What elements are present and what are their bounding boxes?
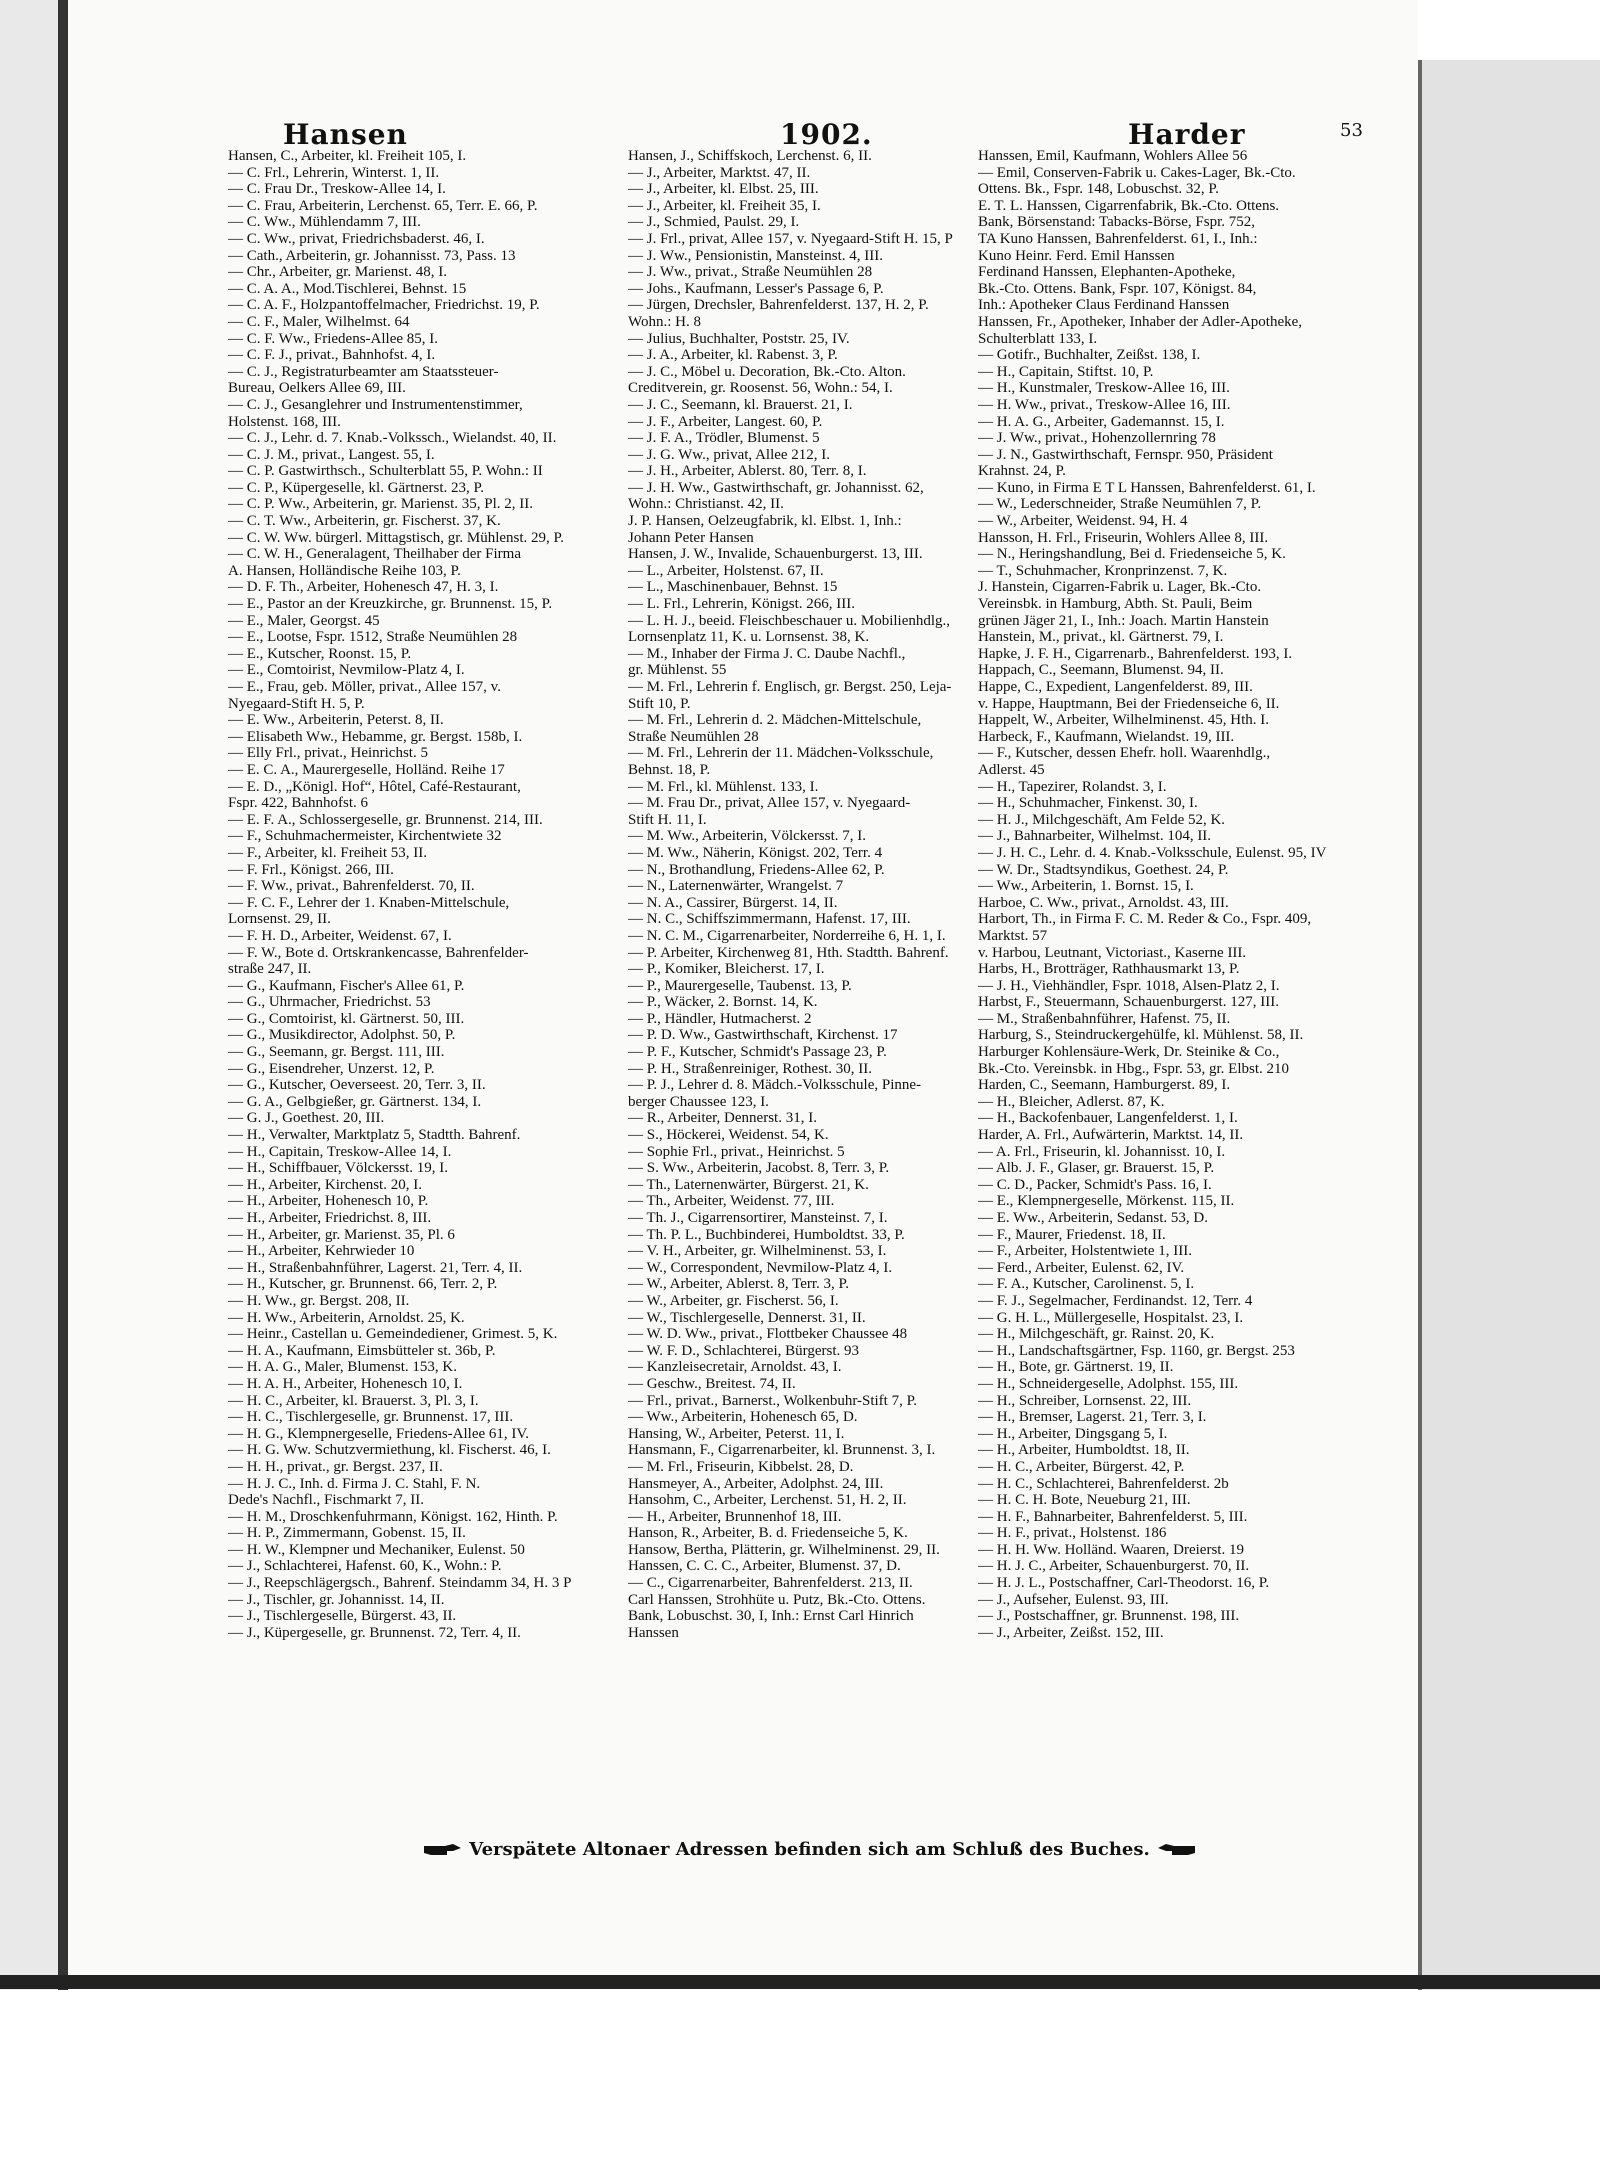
directory-entry: Behnst. 18, P. xyxy=(628,761,711,778)
directory-entry: — F., Schuhmachermeister, Kirchentwiete 32 xyxy=(228,828,502,845)
directory-entry: Fspr. 422, Bahnhofst. 6 xyxy=(228,795,369,812)
footer-text: Verspätete Altonaer Adressen befinden sich am Schluß des Buches. xyxy=(469,1839,1150,1860)
directory-entry: — H. Ww., privat., Treskow-Allee 16, III. xyxy=(978,396,1231,413)
directory-entry: — E., Lootse, Fspr. 1512, Straße Neumühlen 28 xyxy=(228,629,518,646)
directory-entry: Harden, C., Seemann, Hamburgerst. 89, I. xyxy=(978,1077,1231,1094)
directory-entry: — Sophie Frl., privat., Heinrichst. 5 xyxy=(628,1143,845,1160)
directory-entry: — W., Correspondent, Nevmilow-Platz 4, I. xyxy=(628,1259,893,1276)
directory-entry: — P. H., Straßenreiniger, Rothest. 30, II. xyxy=(628,1060,872,1077)
directory-entry: — H. A. G., Arbeiter, Gademannst. 15, I. xyxy=(978,413,1225,430)
directory-entry: — P. D. Ww., Gastwirthschaft, Kirchenst. 17 xyxy=(628,1027,898,1044)
directory-entry: — H., Milchgeschäft, gr. Rainst. 20, K. xyxy=(978,1326,1215,1343)
directory-entry: — C. D., Packer, Schmidt's Pass. 16, I. xyxy=(978,1176,1212,1193)
directory-entry: — H., Capitain, Treskow-Allee 14, I. xyxy=(228,1143,452,1160)
directory-entry: — W. D. Ww., privat., Flottbeker Chaussee 48 xyxy=(628,1326,908,1343)
directory-entry: — F., Maurer, Friedenst. 18, II. xyxy=(978,1226,1166,1243)
directory-entry: — Kuno, in Firma E T L Hanssen, Bahrenfelderst. 61, I. xyxy=(978,479,1316,496)
directory-entry: — H. C., Arbeiter, Bürgerst. 42, P. xyxy=(978,1458,1185,1475)
directory-entry: — H. C., Tischlergeselle, gr. Brunnenst. 17, III. xyxy=(228,1409,514,1426)
directory-entry: — Th. J., Cigarrensortirer, Mansteinst. 7, I. xyxy=(628,1210,888,1226)
directory-entry: — N., Brothandlung, Friedens-Allee 62, P. xyxy=(628,861,885,878)
directory-entry: — H. C., Schlachterei, Bahrenfelderst. 2b xyxy=(978,1475,1229,1492)
directory-entry: — C. A. A., Mod.Tischlerei, Behnst. 15 xyxy=(228,280,467,297)
scan-margin-right xyxy=(1420,60,1600,1990)
directory-entry: — H. G., Klempnergeselle, Friedens-Allee 61, IV. xyxy=(228,1425,530,1442)
directory-entry: — Emil, Conserven-Fabrik u. Cakes-Lager, Bk.-Cto. xyxy=(978,164,1296,181)
directory-entry: A. Hansen, Holländische Reihe 103, P. xyxy=(228,562,461,579)
directory-entry: — G., Musikdirector, Adolphst. 50, P. xyxy=(228,1027,456,1044)
directory-entry: — C. W. Ww. bürgerl. Mittagstisch, gr. Mühlenst. 29, P. xyxy=(228,529,564,546)
directory-entry: — Th. P. L., Buchbinderei, Humboldtst. 33, P. xyxy=(628,1226,905,1243)
directory-entry: — F. Frl., Königst. 266, III. xyxy=(228,861,394,878)
directory-entry: Bank, Börsenstand: Tabacks-Börse, Fspr. 752, xyxy=(978,214,1255,231)
directory-entry: — C. Frau Dr., Treskow-Allee 14, I. xyxy=(228,181,446,198)
directory-entry: Inh.: Apotheker Claus Ferdinand Hanssen xyxy=(978,297,1230,314)
directory-entry: — J., Küpergeselle, gr. Brunnenst. 72, Terr. 4, II. xyxy=(228,1624,521,1641)
directory-entry: — H., Bremser, Lagerst. 21, Terr. 3, I. xyxy=(978,1409,1207,1426)
column-left xyxy=(228,148,598,1641)
directory-entry: — H., Verwalter, Marktplatz 5, Stadtth. Bahrenf. xyxy=(228,1127,521,1144)
directory-entry: — J., Schlachterei, Hafenst. 60, K., Wohn.: P. xyxy=(228,1558,502,1575)
directory-entry: — J., Arbeiter, Marktst. 47, II. xyxy=(628,164,811,181)
running-head-right: Harder xyxy=(1128,118,1246,151)
directory-entry: Hansing, W., Arbeiter, Peterst. 11, I. xyxy=(628,1425,845,1442)
directory-entry: — S. Ww., Arbeiterin, Jacobst. 8, Terr. 3, P. xyxy=(628,1160,890,1177)
directory-entry: — N., Heringshandlung, Bei d. Friedenseiche 5, K. xyxy=(978,546,1286,563)
directory-entry: Lornsenst. 29, II. xyxy=(228,911,331,928)
running-head-year: 1902. xyxy=(780,118,873,151)
directory-entry: — Elisabeth Ww., Hebamme, gr. Bergst. 158b, I. xyxy=(228,728,523,745)
directory-entry: — F. C. F., Lehrer der 1. Knaben-Mittelschule, xyxy=(228,894,510,911)
directory-entry: Wohn.: H. 8 xyxy=(628,313,701,330)
directory-entry: — F. H. D., Arbeiter, Weidenst. 67, I. xyxy=(228,927,452,944)
directory-entry: — H., Schiffbauer, Völckersst. 19, I. xyxy=(228,1160,449,1177)
directory-entry: Johann Peter Hansen xyxy=(628,529,754,546)
directory-entry: — J. H., Arbeiter, Ablerst. 80, Terr. 8, I. xyxy=(628,463,867,480)
directory-entry: — J., Tischler, gr. Johannisst. 14, II. xyxy=(228,1591,445,1608)
directory-entry: Harbeck, F., Kaufmann, Wielandst. 19, III. xyxy=(978,728,1235,745)
directory-entry: — H., Backofenbauer, Langenfelderst. 1, I. xyxy=(978,1110,1238,1127)
directory-entry: — M. Frl., Lehrerin d. 2. Mädchen-Mittelschule, xyxy=(628,712,922,729)
column-right xyxy=(978,148,1358,1641)
directory-entry: — G. A., Gelbgießer, gr. Gärtnerst. 134, I. xyxy=(228,1093,482,1110)
directory-entry: — J., Arbeiter, kl. Freiheit 35, I. xyxy=(628,197,821,214)
directory-entry: — J. C., Seemann, kl. Brauerst. 21, I. xyxy=(628,396,853,413)
directory-entry: — H., Arbeiter, Kirchenst. 20, I. xyxy=(228,1176,422,1193)
directory-entry: — J. H. Ww., Gastwirthschaft, gr. Johannisst. 62, xyxy=(628,479,924,496)
directory-entry: — J., Arbeiter, Zeißst. 152, III. xyxy=(978,1624,1164,1641)
directory-entry: — Jürgen, Drechsler, Bahrenfelderst. 137, H. 2, P. xyxy=(628,297,929,314)
directory-entry: Dede's Nachfl., Fischmarkt 7, II. xyxy=(228,1492,424,1509)
directory-entry: — L. Frl., Lehrerin, Königst. 266, III. xyxy=(628,596,856,613)
page-number: 53 xyxy=(1340,120,1363,141)
directory-entry: — Kanzleisecretair, Arnoldst. 43, I. xyxy=(628,1359,842,1376)
directory-entry: — E., Klempnergeselle, Mörkenst. 115, II. xyxy=(978,1193,1235,1210)
directory-entry: — E., Frau, geb. Möller, privat., Allee 157, v. xyxy=(228,679,501,695)
scan-margin-left xyxy=(0,0,62,1990)
directory-entry: — J. F. A., Trödler, Blumenst. 5 xyxy=(628,430,820,447)
directory-entry: — J. Ww., privat., Hohenzollernring 78 xyxy=(978,430,1216,447)
column-middle xyxy=(628,148,998,1641)
directory-entry: — J., Arbeiter, kl. Elbst. 25, III. xyxy=(628,181,819,198)
directory-entry: Holstenst. 168, III. xyxy=(228,413,341,430)
directory-entry: — L. H. J., beeid. Fleischbeschauer u. Mobilienhdlg., xyxy=(628,612,951,629)
directory-entry: — S., Höckerei, Weidenst. 54, K. xyxy=(628,1127,829,1144)
directory-entry: — J. Frl., privat, Allee 157, v. Nyegaard-Stift H. 15, P xyxy=(628,230,953,247)
directory-entry: — C. J., Lehr. d. 7. Knab.-Volkssch., Wielandst. 40, II. xyxy=(228,430,557,447)
directory-entry: — N. C. M., Cigarrenarbeiter, Norderreihe 6, H. 1, I. xyxy=(628,927,946,944)
directory-entry: Straße Neumühlen 28 xyxy=(628,728,759,745)
directory-entry: — H., Arbeiter, Kehrwieder 10 xyxy=(228,1243,415,1260)
directory-entry: — Th., Laternenwärter, Bürgerst. 21, K. xyxy=(628,1176,869,1193)
directory-entry: Schulterblatt 133, I. xyxy=(978,330,1098,347)
directory-entry: — G., Kaufmann, Fischer's Allee 61, P. xyxy=(228,977,465,994)
directory-entry: — J., Reepschlägergsch., Bahrenf. Steindamm 34, H. 3 P xyxy=(228,1575,572,1592)
directory-entry: TA Kuno Hanssen, Bahrenfelderst. 61, I., Inh.: xyxy=(978,230,1258,247)
directory-entry: — E., Kutscher, Roonst. 15, P. xyxy=(228,645,412,662)
directory-entry: Hanssen, C. C. C., Arbeiter, Blumenst. 37, D. xyxy=(628,1558,901,1575)
directory-entry: Happach, C., Seemann, Blumenst. 94, II. xyxy=(978,662,1224,679)
directory-entry: — C. J., Registraturbeamter am Staatssteuer- xyxy=(228,363,499,380)
directory-entry: — H., Arbeiter, Hohenesch 10, P. xyxy=(228,1193,429,1210)
directory-entry: — E. Ww., Arbeiterin, Sedanst. 53, D. xyxy=(978,1210,1208,1226)
directory-entry: — E. C. A., Maurergeselle, Holländ. Reihe 17 xyxy=(228,761,505,778)
directory-entry: — Ferd., Arbeiter, Eulenst. 62, IV. xyxy=(978,1259,1185,1276)
directory-entry: grünen Jäger 21, I., Inh.: Joach. Martin Hanstein xyxy=(978,612,1269,629)
directory-entry: — P., Maurergeselle, Taubenst. 13, P. xyxy=(628,977,852,994)
directory-entry: — C. Frl., Lehrerin, Winterst. 1, II. xyxy=(228,164,440,181)
directory-entry: — G., Eisendreher, Unzerst. 12, P. xyxy=(228,1060,435,1077)
directory-entry: Bank, Lobuschst. 30, I, Inh.: Ernst Carl Hinrich xyxy=(628,1608,914,1625)
directory-entry: Hansohm, C., Arbeiter, Lerchenst. 51, H. 2, II. xyxy=(628,1492,907,1509)
directory-entry: Harder, A. Frl., Aufwärterin, Marktst. 14, II. xyxy=(978,1127,1244,1144)
directory-entry: Bk.-Cto. Vereinsbk. in Hbg., Fspr. 53, gr. Elbst. 210 xyxy=(978,1060,1289,1077)
directory-entry: — F., Arbeiter, kl. Freiheit 53, II. xyxy=(228,844,427,861)
directory-entry: — C. J. M., privat., Langest. 55, I. xyxy=(228,446,435,463)
directory-entry: — C. F. Ww., Friedens-Allee 85, I. xyxy=(228,330,439,347)
directory-entry: Krahnst. 24, P. xyxy=(978,463,1066,480)
directory-entry: — Gotifr., Buchhalter, Zeißst. 138, I. xyxy=(978,347,1201,364)
directory-entry: — H. M., Droschkenfuhrmann, Königst. 162, Hinth. P. xyxy=(228,1508,558,1525)
directory-entry: J. Hanstein, Cigarren-Fabrik u. Lager, Bk.-Cto. xyxy=(978,579,1262,596)
directory-entry: gr. Mühlenst. 55 xyxy=(628,662,727,679)
directory-entry: — M. Frl., Lehrerin der 11. Mädchen-Volksschule, xyxy=(628,745,934,762)
directory-entry: — E. D., „Königl. Hof“, Hôtel, Café-Restaurant, xyxy=(228,778,521,795)
directory-entry: — H. J. C., Arbeiter, Schauenburgerst. 70, II. xyxy=(978,1558,1250,1575)
directory-entry: — H. C. H. Bote, Neueburg 21, III. xyxy=(978,1492,1191,1509)
directory-entry: v. Harbou, Leutnant, Victoriast., Kaserne III. xyxy=(978,944,1247,961)
directory-entry: — P., Wäcker, 2. Bornst. 14, K. xyxy=(628,994,818,1011)
directory-entry: — C. P., Küpergeselle, kl. Gärtnerst. 23, P. xyxy=(228,479,484,496)
directory-entry: — A. Frl., Friseurin, kl. Johannisst. 10, I. xyxy=(978,1143,1226,1160)
directory-entry: Bk.-Cto. Ottens. Bank, Fspr. 107, Königst. 84, xyxy=(978,280,1257,297)
directory-entry: — M., Straßenbahnführer, Hafenst. 75, II. xyxy=(978,1010,1231,1027)
directory-entry: — Johs., Kaufmann, Lesser's Passage 6, P. xyxy=(628,280,884,297)
directory-entry: — Cath., Arbeiterin, gr. Johannisst. 73, Pass. 13 xyxy=(228,247,516,264)
directory-entry: Stift H. 11, I. xyxy=(628,811,707,828)
directory-entry: — M., Inhaber der Firma J. C. Daube Nachfl., xyxy=(628,645,906,662)
directory-entry: — J. Ww., privat., Straße Neumühlen 28 xyxy=(628,264,873,281)
directory-entry: — M. Frl., Lehrerin f. Englisch, gr. Bergst. 250, Leja- xyxy=(628,679,952,695)
directory-entry: berger Chaussee 123, I. xyxy=(628,1093,769,1110)
directory-entry: — F., Arbeiter, Holstentwiete 1, III. xyxy=(978,1243,1192,1260)
directory-entry: — N. C., Schiffszimmermann, Hafenst. 17, III. xyxy=(628,911,911,928)
directory-entry: — W., Tischlergeselle, Dennerst. 31, II. xyxy=(628,1309,866,1326)
directory-entry: — Ww., Arbeiterin, 1. Bornst. 15, I. xyxy=(978,878,1194,895)
directory-entry: — Julius, Buchhalter, Poststr. 25, IV. xyxy=(628,330,850,347)
directory-entry: Wohn.: Christianst. 42, II. xyxy=(628,496,784,513)
directory-entry: — P. Arbeiter, Kirchenweg 81, Hth. Stadtth. Bahrenf. xyxy=(628,944,949,961)
directory-entry: — J. C., Möbel u. Decoration, Bk.-Cto. Alton. xyxy=(628,363,906,380)
directory-entry: — L., Maschinenbauer, Behnst. 15 xyxy=(628,579,838,596)
directory-entry: — J., Tischlergeselle, Bürgerst. 43, II. xyxy=(228,1608,457,1625)
directory-entry: — W., Arbeiter, Weidenst. 94, H. 4 xyxy=(978,513,1188,530)
directory-entry: — H., Arbeiter, gr. Marienst. 35, Pl. 6 xyxy=(228,1226,455,1243)
directory-entry: — J. N., Gastwirthschaft, Fernspr. 950, Präsident xyxy=(978,446,1273,463)
directory-entry: — F. Ww., privat., Bahrenfelderst. 70, II. xyxy=(228,878,475,895)
directory-entry: — C. J., Gesanglehrer und Instrumentenstimmer, xyxy=(228,396,523,413)
directory-entry: — M. Ww., Näherin, Königst. 202, Terr. 4 xyxy=(628,844,883,861)
directory-entry: Hansen, J., Schiffskoch, Lerchenst. 6, II. xyxy=(628,148,872,164)
directory-entry: — J. Ww., Pensionistin, Mansteinst. 4, III. xyxy=(628,247,883,264)
directory-entry: Hanssen, Emil, Kaufmann, Wohlers Allee 56 xyxy=(978,148,1248,164)
directory-entry: Hansow, Bertha, Plätterin, gr. Wilhelminenst. 29, II. xyxy=(628,1541,940,1558)
directory-entry: Hanstein, M., privat., kl. Gärtnerst. 79, I. xyxy=(978,629,1224,646)
directory-entry: — J. H. C., Lehr. d. 4. Knab.-Volksschule, Eulenst. 95, IV xyxy=(978,844,1327,861)
directory-entry: — Elly Frl., privat., Heinrichst. 5 xyxy=(228,745,428,762)
directory-entry: — Frl., privat., Barnerst., Wolkenbuhr-Stift 7, P. xyxy=(628,1392,918,1409)
directory-entry: — C., Cigarrenarbeiter, Bahrenfelderst. 213, II. xyxy=(628,1575,913,1592)
directory-entry: — H. A. G., Maler, Blumenst. 153, K. xyxy=(228,1359,457,1376)
directory-entry: — H. J., Milchgeschäft, Am Felde 52, K. xyxy=(978,811,1226,828)
directory-entry: — G., Kutscher, Oeverseest. 20, Terr. 3, II. xyxy=(228,1077,486,1094)
directory-entry: — H., Capitain, Stiftst. 10, P. xyxy=(978,363,1154,380)
directory-entry: — H. G. Ww. Schutzvermiethung, kl. Fischerst. 46, I. xyxy=(228,1442,551,1459)
directory-entry: Vereinsbk. in Hamburg, Abth. St. Pauli, Beim xyxy=(978,596,1253,613)
directory-entry: — C. F. J., privat., Bahnhofst. 4, I. xyxy=(228,347,436,364)
directory-entry: Nyegaard-Stift H. 5, P. xyxy=(228,695,365,712)
directory-entry: — N., Laternenwärter, Wrangelst. 7 xyxy=(628,878,844,895)
scan-gutter-shadow xyxy=(58,0,68,1990)
directory-entry: — H., Arbeiter, Brunnenhof 18, III. xyxy=(628,1508,842,1525)
directory-entry: — W., Lederschneider, Straße Neumühlen 7, P. xyxy=(978,496,1262,513)
directory-entry: — G., Seemann, gr. Bergst. 111, III. xyxy=(228,1044,445,1061)
directory-entry: — H. J. C., Inh. d. Firma J. C. Stahl, F. N. xyxy=(228,1475,481,1492)
directory-entry: — C. A. F., Holzpantoffelmacher, Friedrichst. 19, P. xyxy=(228,297,540,314)
directory-entry: — P., Händler, Hutmacherst. 2 xyxy=(628,1010,812,1027)
directory-entry: — W. F. D., Schlachterei, Bürgerst. 93 xyxy=(628,1342,859,1359)
directory-entry: — H. A. H., Arbeiter, Hohenesch 10, I. xyxy=(228,1375,463,1392)
directory-entry: — N. A., Cassirer, Bürgerst. 14, II. xyxy=(628,894,838,911)
directory-entry: — J. G. Ww., privat, Allee 212, I. xyxy=(628,446,831,463)
directory-entry: Harbort, Th., in Firma F. C. M. Reder & Co., Fspr. 409, xyxy=(978,911,1312,928)
directory-entry: Ferdinand Hanssen, Elephanten-Apotheke, xyxy=(978,264,1236,281)
directory-entry: — H., Kutscher, gr. Brunnenst. 66, Terr. 2, P. xyxy=(228,1276,498,1293)
directory-entry: Happelt, W., Arbeiter, Wilhelminenst. 45, Hth. I. xyxy=(978,712,1269,729)
directory-entry: — W. Dr., Stadtsyndikus, Goethest. 24, P. xyxy=(978,861,1229,878)
directory-entry: Stift 10, P. xyxy=(628,695,691,712)
directory-entry: — H., Schneidergeselle, Adolphst. 155, III. xyxy=(978,1375,1239,1392)
directory-entry: Hansson, H. Frl., Friseurin, Wohlers Allee 8, III. xyxy=(978,529,1269,546)
directory-entry: Hansen, C., Arbeiter, kl. Freiheit 105, I. xyxy=(228,148,467,164)
directory-entry: Harbs, H., Brotträger, Rathhausmarkt 13, P. xyxy=(978,961,1240,978)
directory-entry: Happe, C., Expedient, Langenfelderst. 89, III. xyxy=(978,679,1253,695)
directory-entry: — Ww., Arbeiterin, Hohenesch 65, D. xyxy=(628,1409,858,1426)
directory-entry: — H., Landschaftsgärtner, Fsp. 1160, gr. Bergst. 253 xyxy=(978,1342,1295,1359)
directory-entry: — H. H., privat., gr. Bergst. 237, II. xyxy=(228,1458,443,1475)
directory-entry: — H. F., privat., Holstenst. 186 xyxy=(978,1525,1167,1542)
directory-entry: — E., Pastor an der Kreuzkirche, gr. Brunnenst. 15, P. xyxy=(228,596,553,613)
directory-entry: — H. A., Kaufmann, Eimsbütteler st. 36b, P. xyxy=(228,1342,496,1359)
directory-entry: Creditverein, gr. Roosenst. 56, Wohn.: 54, I. xyxy=(628,380,893,397)
directory-entry: — Alb. J. F., Glaser, gr. Brauerst. 15, P. xyxy=(978,1160,1215,1177)
directory-entry: — E. Ww., Arbeiterin, Peterst. 8, II. xyxy=(228,712,444,729)
directory-entry: Harboe, C. Ww., privat., Arnoldst. 43, III. xyxy=(978,894,1229,911)
directory-entry: Hanson, R., Arbeiter, B. d. Friedenseiche 5, K. xyxy=(628,1525,908,1542)
directory-entry: — G., Comtoirist, kl. Gärtnerst. 50, III. xyxy=(228,1010,465,1027)
directory-entry: Hanssen, Fr., Apotheker, Inhaber der Adler-Apotheke, xyxy=(978,313,1303,330)
directory-entry: — J., Bahnarbeiter, Wilhelmst. 104, II. xyxy=(978,828,1212,845)
directory-entry: v. Happe, Hauptmann, Bei der Friedenseiche 6, II. xyxy=(978,695,1280,712)
directory-entry: — C. W. H., Generalagent, Theilhaber der Firma xyxy=(228,546,521,563)
directory-entry: — W., Arbeiter, Ablerst. 8, Terr. 3, P. xyxy=(628,1276,849,1293)
directory-entry: — H. W., Klempner und Mechaniker, Eulenst. 50 xyxy=(228,1541,525,1558)
directory-entry: — H. H. Ww. Holländ. Waaren, Dreierst. 19 xyxy=(978,1541,1244,1558)
directory-entry: — V. H., Arbeiter, gr. Wilhelminenst. 53, I. xyxy=(628,1243,887,1260)
directory-entry: — H., Arbeiter, Dingsgang 5, I. xyxy=(978,1425,1168,1442)
scan-page-edge xyxy=(1418,60,1422,1990)
directory-entry: — H. Ww., gr. Bergst. 208, II. xyxy=(228,1292,410,1309)
directory-entry: Harbst, F., Steuermann, Schauenburgerst. 127, III. xyxy=(978,994,1279,1011)
directory-entry: — M. Ww., Arbeiterin, Völckersst. 7, I. xyxy=(628,828,867,845)
directory-entry: Hanssen xyxy=(628,1624,679,1641)
directory-entry: — J. H., Viehhändler, Fspr. 1018, Alsen-Platz 2, I. xyxy=(978,977,1280,994)
directory-entry: — Heinr., Castellan u. Gemeindediener, Grimest. 5, K. xyxy=(228,1326,558,1343)
directory-entry: Harburg, S., Steindruckergehülfe, kl. Mühlenst. 58, II. xyxy=(978,1027,1304,1044)
directory-entry: Hapke, J. F. H., Cigarrenarb., Bahrenfelderst. 193, I. xyxy=(978,645,1293,662)
directory-entry: — C. Ww., privat, Friedrichsbaderst. 46, I. xyxy=(228,230,485,247)
directory-entry: — E., Maler, Georgst. 45 xyxy=(228,612,380,629)
directory-entry: — M. Frau Dr., privat, Allee 157, v. Nyegaard- xyxy=(628,795,911,812)
directory-entry: — H., Schuhmacher, Finkenst. 30, I. xyxy=(978,795,1198,812)
directory-entry: Kuno Heinr. Ferd. Emil Hanssen xyxy=(978,247,1175,264)
directory-entry: — F. J., Segelmacher, Ferdinandst. 12, Terr. 4 xyxy=(978,1292,1253,1309)
directory-entry: — H. C., Arbeiter, kl. Brauerst. 3, Pl. 3, I. xyxy=(228,1392,479,1409)
directory-entry: — J., Aufseher, Eulenst. 93, III. xyxy=(978,1591,1169,1608)
directory-entry: — C. F., Maler, Wilhelmst. 64 xyxy=(228,313,410,330)
directory-entry: — C. Ww., Mühlendamm 7, III. xyxy=(228,214,421,231)
directory-entry: — F. A., Kutscher, Carolinenst. 5, I. xyxy=(978,1276,1195,1293)
directory-entry: — W., Arbeiter, gr. Fischerst. 56, I. xyxy=(628,1292,839,1309)
directory-entry: — L., Arbeiter, Holstenst. 67, II. xyxy=(628,562,824,579)
directory-entry: — H., Kunstmaler, Treskow-Allee 16, III. xyxy=(978,380,1230,397)
directory-entry: — J. A., Arbeiter, kl. Rabenst. 3, P. xyxy=(628,347,838,364)
directory-entry: Carl Hanssen, Strohhüte u. Putz, Bk.-Cto. Ottens. xyxy=(628,1591,926,1608)
directory-entry: — M. Frl., kl. Mühlenst. 133, I. xyxy=(628,778,819,795)
scan-bottom-edge xyxy=(0,1975,1600,1989)
directory-entry: — Geschw., Breitest. 74, II. xyxy=(628,1375,796,1392)
directory-entry: — J. F., Arbeiter, Langest. 60, P. xyxy=(628,413,823,430)
directory-entry: — M. Frl., Friseurin, Kibbelst. 28, D. xyxy=(628,1458,854,1475)
directory-entry: — E., Comtoirist, Nevmilow-Platz 4, I. xyxy=(228,662,465,679)
directory-entry: Harburger Kohlensäure-Werk, Dr. Steinike & Co., xyxy=(978,1044,1280,1061)
directory-entry: — F., Kutscher, dessen Ehefr. holl. Waarenhdlg., xyxy=(978,745,1271,762)
directory-entry: — C. P. Ww., Arbeiterin, gr. Marienst. 35, Pl. 2, II. xyxy=(228,496,533,513)
directory-entry: — P., Komiker, Bleicherst. 17, I. xyxy=(628,961,825,978)
directory-entry: — P. F., Kutscher, Schmidt's Passage 23, P. xyxy=(628,1044,887,1061)
directory-entry: Lornsenplatz 11, K. u. Lornsenst. 38, K. xyxy=(628,629,870,646)
directory-page xyxy=(68,0,1418,1975)
directory-entry: — H., Arbeiter, Humboldtst. 18, II. xyxy=(978,1442,1190,1459)
directory-entry: — H., Tapezirer, Rolandst. 3, I. xyxy=(978,778,1167,795)
directory-entry: — H., Bote, gr. Gärtnerst. 19, II. xyxy=(978,1359,1174,1376)
pointing-hand-left-icon xyxy=(1156,1842,1196,1858)
directory-entry: — R., Arbeiter, Dennerst. 31, I. xyxy=(628,1110,817,1127)
directory-entry: — Th., Arbeiter, Weidenst. 77, III. xyxy=(628,1193,835,1210)
directory-entry: — C. P. Gastwirthsch., Schulterblatt 55, P. Wohn.: II xyxy=(228,463,543,480)
directory-entry: — D. F. Th., Arbeiter, Hohenesch 47, H. 3, I. xyxy=(228,579,499,596)
running-head-left: Hansen xyxy=(283,118,408,151)
directory-entry: — H., Bleicher, Adlerst. 87, K. xyxy=(978,1093,1165,1110)
directory-entry: Hansmann, F., Cigarrenarbeiter, kl. Brunnenst. 3, I. xyxy=(628,1442,936,1459)
directory-entry: — F. W., Bote d. Ortskrankencasse, Bahrenfelder- xyxy=(228,944,529,961)
directory-entry: — T., Schuhmacher, Kronprinzenst. 7, K. xyxy=(978,562,1228,579)
directory-entry: Adlerst. 45 xyxy=(978,761,1045,778)
directory-entry: — G., Uhrmacher, Friedrichst. 53 xyxy=(228,994,431,1011)
directory-entry: — H., Straßenbahnführer, Lagerst. 21, Terr. 4, II. xyxy=(228,1259,523,1276)
directory-entry: — J., Schmied, Paulst. 29, I. xyxy=(628,214,800,231)
directory-entry: J. P. Hansen, Oelzeugfabrik, kl. Elbst. 1, Inh.: xyxy=(628,513,902,530)
directory-entry: — H. Ww., Arbeiterin, Arnoldst. 25, K. xyxy=(228,1309,465,1326)
directory-entry: — G. H. L., Müllergeselle, Hospitalst. 23, I. xyxy=(978,1309,1244,1326)
directory-entry: — C. T. Ww., Arbeiterin, gr. Fischerst. 37, K. xyxy=(228,513,501,530)
directory-entry: — H. J. L., Postschaffner, Carl-Theodorst. 16, P. xyxy=(978,1575,1270,1592)
directory-entry: — J., Postschaffner, gr. Brunnenst. 198, III. xyxy=(978,1608,1240,1625)
directory-entry: — H., Arbeiter, Friedrichst. 8, III. xyxy=(228,1210,432,1226)
directory-entry: Ottens. Bk., Fspr. 148, Lobuschst. 32, P. xyxy=(978,181,1219,198)
directory-entry: straße 247, II. xyxy=(228,961,312,978)
directory-entry: E. T. L. Hanssen, Cigarrenfabrik, Bk.-Cto. Ottens. xyxy=(978,197,1280,214)
directory-entry: — H., Schreiber, Lornsenst. 22, III. xyxy=(978,1392,1192,1409)
directory-entry: — H. F., Bahnarbeiter, Bahrenfelderst. 5, III. xyxy=(978,1508,1248,1525)
directory-entry: — H. P., Zimmermann, Gobenst. 15, II. xyxy=(228,1525,466,1542)
directory-entry: Hansen, J. W., Invalide, Schauenburgerst. 13, III. xyxy=(628,546,923,563)
directory-entry: — Chr., Arbeiter, gr. Marienst. 48, I. xyxy=(228,264,447,281)
footer-note xyxy=(423,1839,1196,1860)
pointing-hand-right-icon xyxy=(423,1842,463,1858)
directory-entry: — P. J., Lehrer d. 8. Mädch.-Volksschule, Pinne- xyxy=(628,1077,922,1094)
directory-entry: Hansmeyer, A., Arbeiter, Adolphst. 24, III. xyxy=(628,1475,884,1492)
directory-entry: — E. F. A., Schlossergeselle, gr. Brunnenst. 214, III. xyxy=(228,811,543,828)
directory-entry: — C. Frau, Arbeiterin, Lerchenst. 65, Terr. E. 66, P. xyxy=(228,197,538,214)
directory-entry: Bureau, Oelkers Allee 69, III. xyxy=(228,380,406,397)
directory-entry: Marktst. 57 xyxy=(978,927,1048,944)
directory-entry: — G. J., Goethest. 20, III. xyxy=(228,1110,385,1127)
